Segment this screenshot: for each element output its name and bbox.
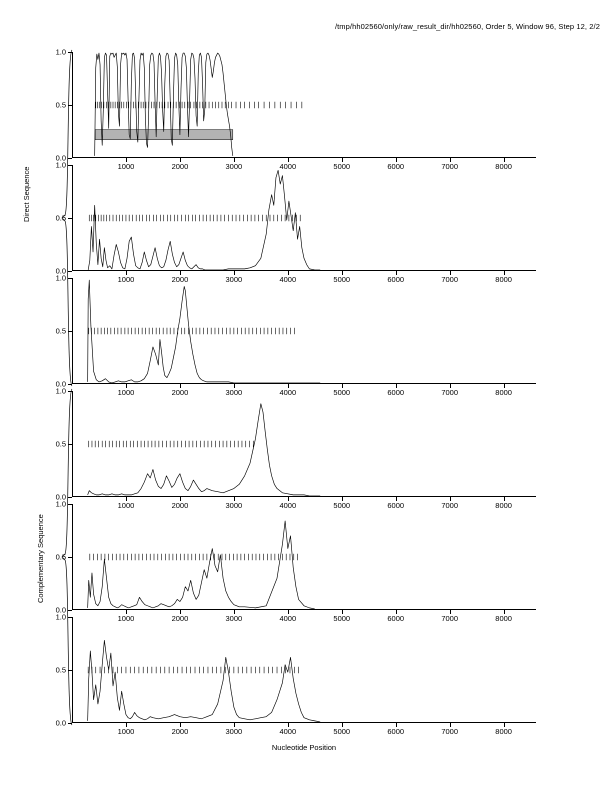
x-tick-label: 2000 — [171, 614, 189, 623]
y-tick-label: 0.5 — [55, 100, 66, 110]
y-tick-label: 0.0 — [55, 266, 66, 276]
x-tick-label: 5000 — [333, 162, 351, 171]
chart-panel-3 — [55, 273, 536, 397]
x-tick-label: 6000 — [387, 275, 405, 284]
x-tick-label: 6000 — [387, 162, 405, 171]
x-tick-label: 1000 — [117, 501, 135, 510]
y-tick-label: 0.5 — [55, 665, 66, 675]
x-tick-label: 3000 — [225, 727, 243, 736]
chart-panel-5 — [55, 499, 536, 623]
y-tick — [68, 723, 72, 724]
x-tick-label: 8000 — [495, 614, 512, 623]
series-canvas — [72, 52, 536, 158]
y-tick-label: 1.0 — [55, 612, 66, 622]
y-axis-label-complementary: Complementary Sequence — [36, 514, 45, 603]
x-axis-label: Nucleotide Position — [271, 743, 337, 752]
y-tick-label: 1.0 — [55, 499, 66, 509]
x-tick-label: 6000 — [387, 614, 405, 623]
x-tick-label: 4000 — [279, 614, 297, 623]
y-tick-label: 0.0 — [55, 718, 66, 728]
series-canvas — [72, 504, 536, 610]
x-tick-label: 6000 — [387, 727, 405, 736]
x-tick-label: 5000 — [333, 614, 351, 623]
x-tick-label: 7000 — [441, 501, 459, 510]
x-tick-label: 4000 — [279, 162, 297, 171]
x-tick-label: 4000 — [279, 388, 297, 397]
marker-row — [89, 215, 300, 221]
series-canvas — [72, 165, 536, 271]
x-tick-label: 2000 — [171, 727, 189, 736]
y-tick-label: 0.0 — [55, 492, 66, 502]
y-tick — [68, 497, 72, 498]
figure-title: /tmp/hh02560/only/raw_result_dir/hh02560, Order 5, Window 96, Step 12, 2/2 — [334, 22, 600, 31]
series-line — [88, 521, 315, 609]
x-tick-label: 1000 — [117, 727, 135, 736]
y-tick-label: 0.0 — [55, 379, 66, 389]
marker-row — [89, 328, 295, 334]
x-tick-label: 3000 — [225, 162, 243, 171]
chart-panel-2 — [55, 160, 536, 284]
x-tick-label: 1000 — [117, 614, 135, 623]
x-tick-label: 8000 — [495, 162, 512, 171]
x-tick-label: 8000 — [495, 727, 512, 736]
series-line — [88, 404, 321, 496]
marker-row — [90, 554, 298, 560]
x-tick-label: 6000 — [387, 501, 405, 510]
x-tick-label: 4000 — [279, 275, 297, 284]
y-tick-label: 0.5 — [55, 213, 66, 223]
series-canvas — [72, 278, 536, 384]
y-tick — [68, 384, 72, 385]
y-axis-label-direct: Direct Sequence — [22, 166, 31, 222]
x-tick-label: 3000 — [225, 275, 243, 284]
series-canvas — [72, 617, 536, 723]
x-tick-label: 1000 — [117, 162, 135, 171]
x-tick-label: 3000 — [225, 501, 243, 510]
y-tick-label: 1.0 — [55, 386, 66, 396]
y-tick-label: 1.0 — [55, 47, 66, 57]
y-tick — [68, 610, 72, 611]
x-tick-label: 2000 — [171, 162, 189, 171]
x-tick-label: 8000 — [495, 501, 512, 510]
x-tick-label: 4000 — [279, 727, 297, 736]
x-tick-label: 5000 — [333, 501, 351, 510]
y-tick-label: 0.5 — [55, 552, 66, 562]
x-tick-label: 6000 — [387, 388, 405, 397]
x-tick-label: 8000 — [495, 275, 512, 284]
y-tick-label: 1.0 — [55, 273, 66, 283]
x-tick-label: 7000 — [441, 275, 459, 284]
x-tick-label: 5000 — [333, 388, 351, 397]
x-tick-label: 2000 — [171, 388, 189, 397]
y-tick-label: 0.5 — [55, 326, 66, 336]
marker-row — [89, 441, 254, 447]
y-tick — [68, 158, 72, 159]
x-tick-label: 7000 — [441, 727, 459, 736]
y-tick-label: 1.0 — [55, 160, 66, 170]
x-tick-label: 1000 — [117, 388, 135, 397]
x-tick-label: 5000 — [333, 275, 351, 284]
marker-row — [88, 667, 298, 673]
marker-row — [96, 102, 302, 108]
y-tick-label: 0.5 — [55, 439, 66, 449]
x-tick-label: 2000 — [171, 501, 189, 510]
series-canvas — [72, 391, 536, 497]
x-tick-label: 8000 — [495, 388, 512, 397]
chart-panel-6 — [55, 612, 536, 736]
x-tick-label: 5000 — [333, 727, 351, 736]
chart-panel-4 — [55, 386, 536, 510]
x-tick-label: 3000 — [225, 388, 243, 397]
x-tick-label: 1000 — [117, 275, 135, 284]
y-tick — [68, 271, 72, 272]
x-tick-label: 3000 — [225, 614, 243, 623]
x-tick-label: 4000 — [279, 501, 297, 510]
chart-panel-1 — [55, 47, 536, 171]
x-tick-label: 7000 — [441, 162, 459, 171]
y-tick-label: 0.0 — [55, 605, 66, 615]
x-tick-label: 2000 — [171, 275, 189, 284]
x-tick-label: 7000 — [441, 388, 459, 397]
y-tick-label: 0.0 — [55, 153, 66, 163]
series-line — [88, 640, 321, 722]
x-tick-label: 7000 — [441, 614, 459, 623]
